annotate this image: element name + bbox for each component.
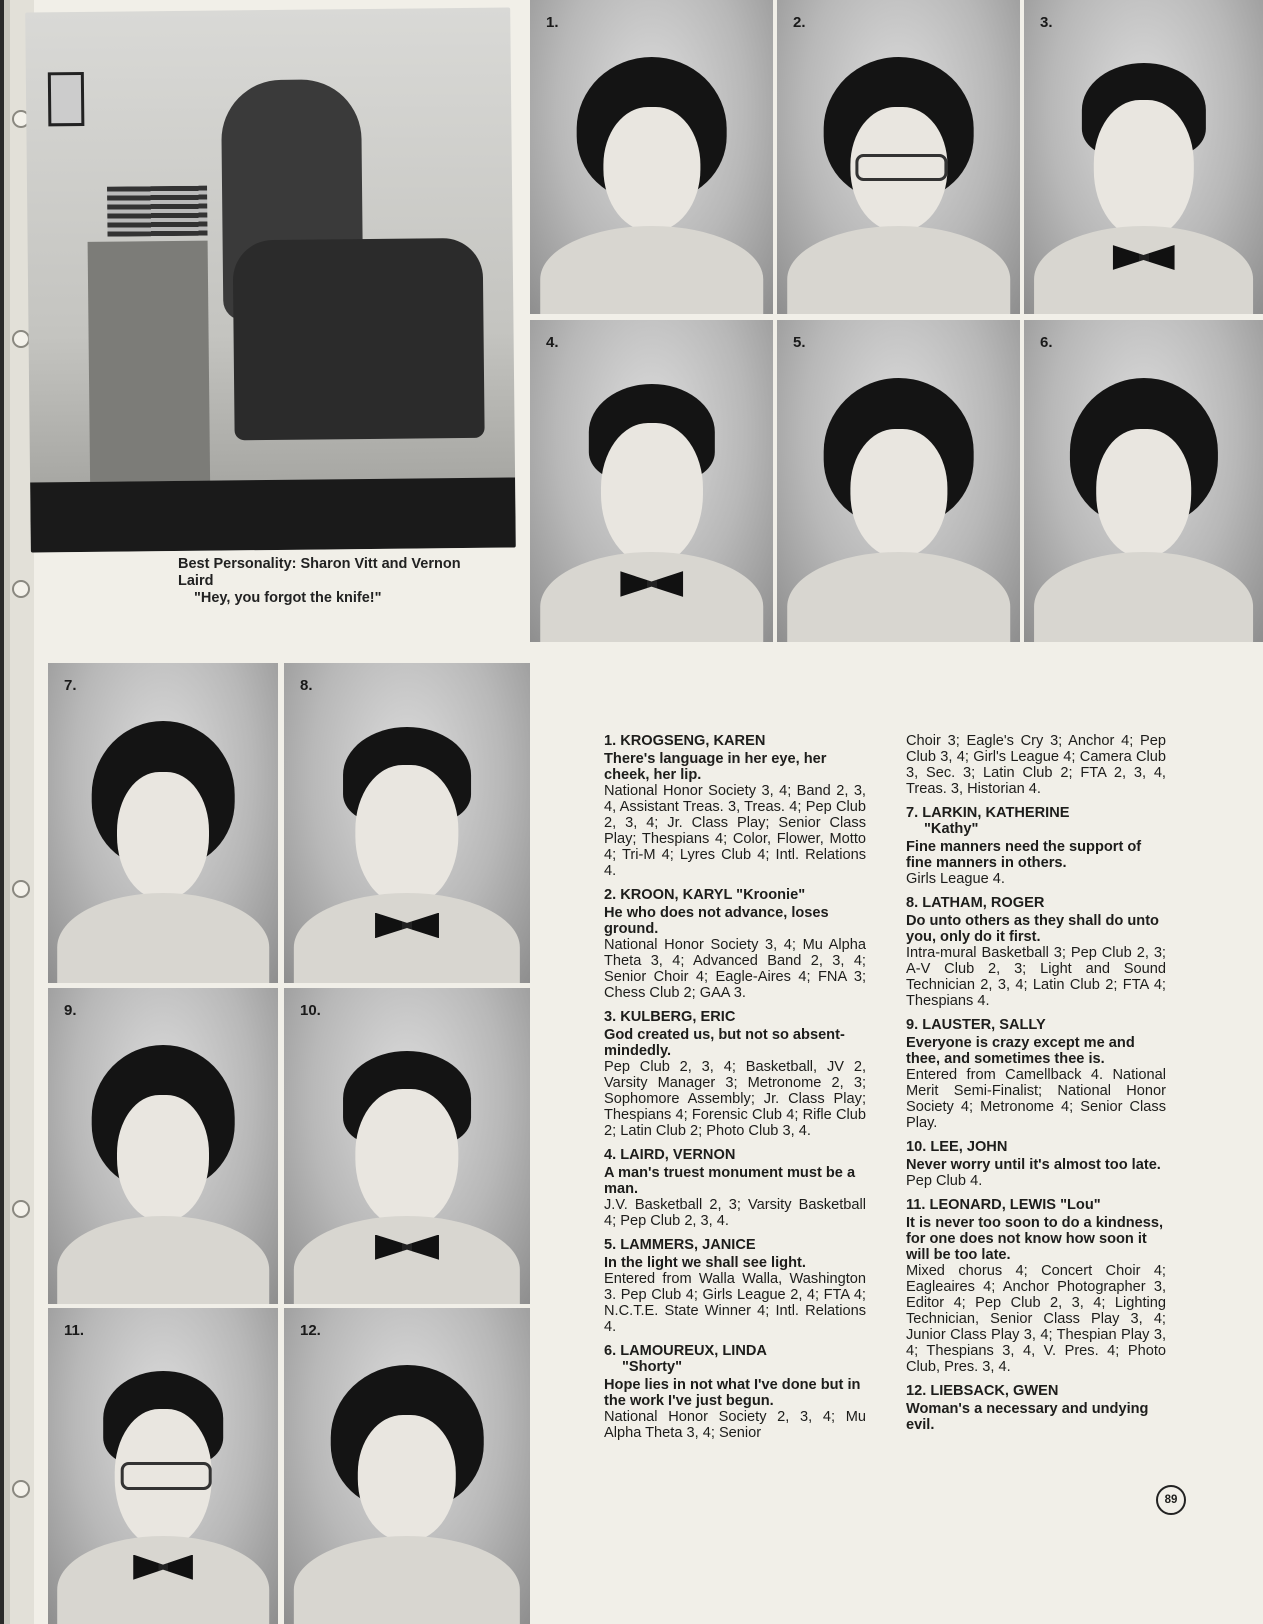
bio-entry-6-continued xyxy=(906,733,1166,797)
bio-name: 5. LAMMERS, JANICE xyxy=(604,1237,756,1253)
portrait-number: 10. xyxy=(300,1002,321,1019)
bio-activities: National Honor Society 2, 3, 4; Mu Alpha Theta 3, 4; Senior xyxy=(604,1409,866,1441)
portrait-number: 11. xyxy=(64,1322,85,1339)
bio-entry-2 xyxy=(604,887,866,1001)
page-number: 89 xyxy=(1156,1485,1186,1515)
face xyxy=(117,1095,209,1221)
bio-name: 6. LAMOUREUX, LINDA xyxy=(604,1343,767,1359)
bio-name: 1. KROGSENG, KAREN xyxy=(604,733,766,749)
bio-motto: Fine manners need the support of fine manners in others. xyxy=(906,839,1142,871)
candid-caption xyxy=(178,556,498,607)
portrait-7 xyxy=(48,663,278,983)
bio-activities: Pep Club 2, 3, 4; Basketball, JV 2, Varsity Manager 3; Metronome 2, 3; Sophomore Assembly; Jr. Class Play; Thespians 4; Forensic Club 4; Rifle Club 2; Latin Club 2; Photo Club 3, 4. xyxy=(604,1059,866,1139)
portrait-number: 12. xyxy=(300,1322,321,1339)
bio-activities: Girls League 4. xyxy=(906,871,1005,887)
portrait-8 xyxy=(284,663,530,983)
bio-name: 12. LIEBSACK, GWEN xyxy=(906,1383,1059,1399)
shoulders xyxy=(787,552,1011,642)
portrait-number: 1. xyxy=(546,14,559,31)
bio-entry-10 xyxy=(906,1139,1166,1189)
shoulders xyxy=(57,1536,269,1624)
shoulders xyxy=(1034,226,1254,314)
caption-title: Best Personality: Sharon Vitt and Vernon Laird xyxy=(178,556,461,589)
bio-name: 3. KULBERG, ERIC xyxy=(604,1009,736,1025)
bio-motto: Woman's a necessary and undying evil. xyxy=(906,1401,1149,1433)
portrait-number: 6. xyxy=(1040,334,1053,351)
portrait-number: 9. xyxy=(64,1002,77,1019)
portrait-5 xyxy=(777,320,1020,642)
bio-entry-7 xyxy=(906,805,1166,887)
portrait-number: 5. xyxy=(793,334,806,351)
bio-name: 11. LEONARD, LEWIS "Lou" xyxy=(906,1197,1101,1213)
wall-frame xyxy=(48,72,85,126)
bio-motto: There's language in her eye, her cheek, her lip. xyxy=(604,751,827,783)
portrait-4 xyxy=(530,320,773,642)
bio-nickname: "Shorty" xyxy=(622,1359,683,1375)
face xyxy=(115,1409,212,1548)
bio-entry-5 xyxy=(604,1237,866,1335)
portrait-number: 7. xyxy=(64,677,77,694)
face xyxy=(603,107,700,233)
floor xyxy=(30,477,516,552)
face xyxy=(117,772,209,900)
bio-name: 2. KROON, KARYL "Kroonie" xyxy=(604,887,806,903)
caption-quote: "Hey, you forgot the knife!" xyxy=(194,590,382,606)
bio-activities: Mixed chorus 4; Concert Choir 4; Eagleaires 4; Anchor Photographer 3, Editor 4; Pep Club 2, 3, 4; Lighting Technician, Senior Class Play 3, 4; Junior Class Play 3, 4; Thespian Play 3, 4; Thespians 3, 4, V. Pres. 4; Photo Club, Pres. 3, 4. xyxy=(906,1263,1166,1375)
portrait-6 xyxy=(1024,320,1263,642)
bio-activities: National Honor Society 3, 4; Mu Alpha Theta 3, 4; Advanced Band 2, 3, 4; Senior Choir 4; Eagle-Aires 4; FNA 3; Chess Club 2; GAA 3. xyxy=(604,937,866,1001)
bio-activities: J.V. Basketball 2, 3; Varsity Basketball 4; Pep Club 2, 3, 4. xyxy=(604,1197,866,1229)
portrait-1 xyxy=(530,0,773,314)
shoulders xyxy=(57,1216,269,1304)
binding-ring xyxy=(12,1480,30,1498)
bio-column-right xyxy=(906,733,1166,1441)
portrait-12 xyxy=(284,1308,530,1624)
binding-ring xyxy=(12,580,30,598)
face xyxy=(355,765,458,906)
face xyxy=(850,107,947,233)
bio-name: 7. LARKIN, KATHERINE xyxy=(906,805,1070,821)
bio-entry-6 xyxy=(604,1343,866,1441)
bio-name: 8. LATHAM, ROGER xyxy=(906,895,1045,911)
candid-boy xyxy=(233,238,485,441)
bio-entry-11 xyxy=(906,1197,1166,1375)
shoulders xyxy=(294,1536,520,1624)
portrait-number: 3. xyxy=(1040,14,1053,31)
shoulders xyxy=(57,893,269,983)
bio-activities: Choir 3; Eagle's Cry 3; Anchor 4; Pep Club 3, 4; Girl's League 4; Camera Club 3, Sec. 3; Latin Club 2; FTA 2, 3, 4, Treas. 3, Historian 4. xyxy=(906,733,1166,797)
bio-activities: Entered from Walla Walla, Washington 3. Pep Club 4; Girls League 2, 4; FTA 4; N.C.T.E. State Winner 4; Intl. Relations 4. xyxy=(604,1271,866,1335)
portrait-11 xyxy=(48,1308,278,1624)
portrait-number: 8. xyxy=(300,677,313,694)
bio-motto: Never worry until it's almost too late. xyxy=(906,1157,1161,1173)
bio-entry-1 xyxy=(604,733,866,879)
bio-motto: God created us, but not so absent-mindedly. xyxy=(604,1027,845,1059)
portrait-9 xyxy=(48,988,278,1304)
bio-motto: Do unto others as they shall do unto you, only do it first. xyxy=(906,913,1159,945)
face xyxy=(850,429,947,558)
bio-motto: A man's truest monument must be a man. xyxy=(604,1165,856,1197)
binding-ring xyxy=(12,880,30,898)
face xyxy=(358,1415,456,1541)
bio-entry-4 xyxy=(604,1147,866,1229)
bio-name: 9. LAUSTER, SALLY xyxy=(906,1017,1046,1033)
shoulders xyxy=(540,552,764,642)
stacked-books xyxy=(107,186,208,237)
bio-motto: Everyone is crazy except me and thee, and sometimes thee is. xyxy=(906,1035,1135,1067)
portrait-number: 4. xyxy=(546,334,559,351)
face xyxy=(355,1089,458,1228)
binding-ring xyxy=(12,330,30,348)
shoulders xyxy=(294,893,520,983)
portrait-number: 2. xyxy=(793,14,806,31)
bio-motto: In the light we shall see light. xyxy=(604,1255,806,1271)
bio-entry-12 xyxy=(906,1383,1166,1433)
face xyxy=(1096,429,1192,558)
bio-entry-9 xyxy=(906,1017,1166,1131)
bio-nickname: "Kathy" xyxy=(924,821,979,837)
bio-entry-3 xyxy=(604,1009,866,1139)
bio-activities: Entered from Camellback 4. National Merit Semi-Finalist; National Honor Society 4; Metronome 4; Senior Class Play. xyxy=(906,1067,1166,1131)
bio-motto: It is never too soon to do a kindness, for one does not know how soon it will be too late. xyxy=(906,1215,1164,1263)
shoulders xyxy=(540,226,764,314)
portrait-3 xyxy=(1024,0,1263,314)
shoulders xyxy=(1034,552,1254,642)
bio-motto: Hope lies in not what I've done but in the work I've just begun. xyxy=(604,1377,861,1409)
binding-ring xyxy=(12,1200,30,1218)
shoulders xyxy=(294,1216,520,1304)
bio-name: 10. LEE, JOHN xyxy=(906,1139,1008,1155)
bio-activities: Intra-mural Basketball 3; Pep Club 2, 3; A-V Club 2, 3; Light and Sound Technician 2, 3, 4; Latin Club 2; FTA 4; Thespians 4. xyxy=(906,945,1166,1009)
bio-motto: He who does not advance, loses ground. xyxy=(604,905,829,937)
face xyxy=(1093,100,1193,238)
bio-entry-8 xyxy=(906,895,1166,1009)
bio-activities: National Honor Society 3, 4; Band 2, 3, 4, Assistant Treas. 3, Treas. 4; Pep Club 2, 3, 4; Jr. Class Play; Senior Class Play; Thespians 4; Color, Flower, Motto 4; Tri-M 4; Lyres Club 4; Intl. Relations 4. xyxy=(604,783,866,879)
bio-activities: Pep Club 4. xyxy=(906,1173,983,1189)
portrait-2 xyxy=(777,0,1020,314)
bio-column-left xyxy=(604,733,866,1449)
portrait-10 xyxy=(284,988,530,1304)
file-cabinet xyxy=(88,241,211,482)
bio-name: 4. LAIRD, VERNON xyxy=(604,1147,736,1163)
candid-photo xyxy=(25,7,516,552)
shoulders xyxy=(787,226,1011,314)
face xyxy=(600,423,702,565)
